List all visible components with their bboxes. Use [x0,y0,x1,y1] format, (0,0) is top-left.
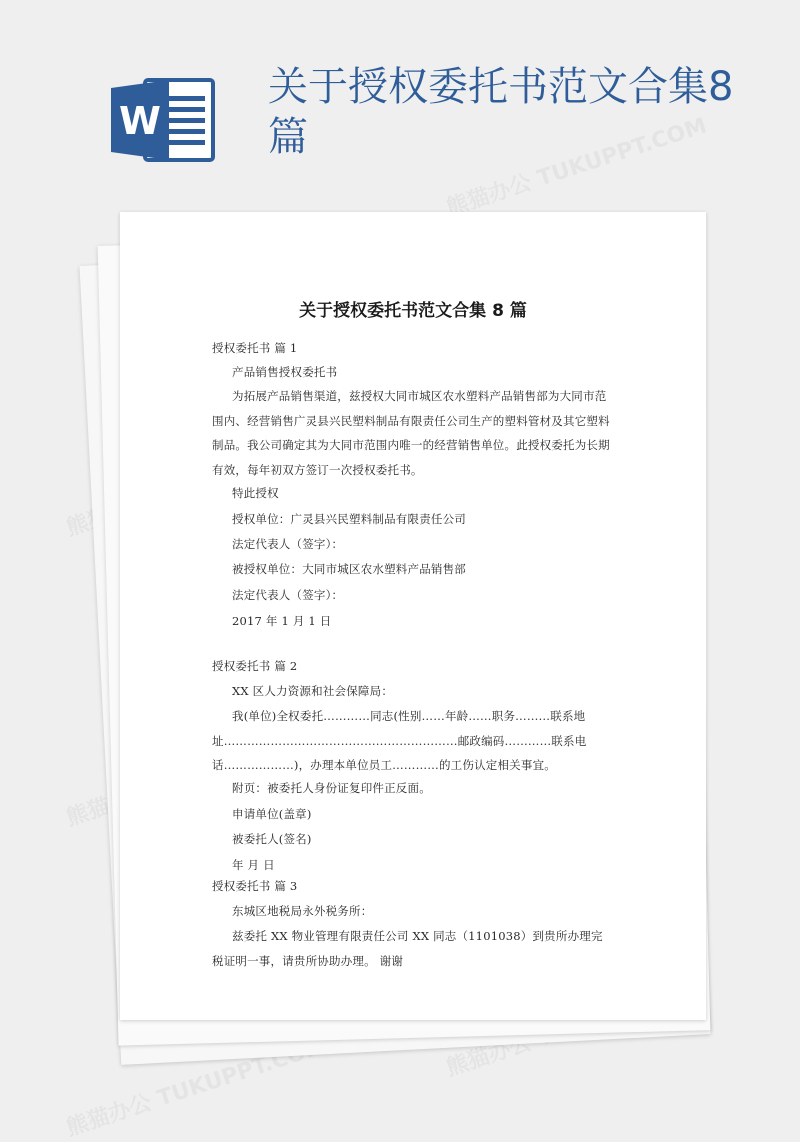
paragraph: 东城区地税局永外税务所： [232,904,373,918]
paragraph: 授权单位：广灵县兴民塑料制品有限责任公司 [232,512,466,526]
paragraph: 特此授权 [232,486,279,500]
paragraph: 产品销售授权委托书 [232,365,338,379]
document-page [120,212,706,1020]
word-document-icon [111,78,215,162]
paragraph: 为拓展产品销售渠道，兹授权大同市城区农水塑料产品销售部为大同市范围内、经营销售广灵县兴民塑料制品有限责任公司生产的塑料管材及其它塑料制品。我公司确定其为大同市范围内唯一的经营销售单位。此授权委托为长期有效，每年初双方签订一次授权委托书。 [212,389,610,477]
paragraph: 我(单位)全权委托…………同志(性别……年龄……职务………联系地址……………………………………………………邮政编码…………联系电话………………)，办理本单位员工…………的工伤认定相关事宜。 [212,709,587,772]
paragraph: 兹委托 XX 物业管理有限责任公司 XX 同志（1101038）到贵所办理完税证明一事，请贵所协助办理。 谢谢 [212,929,603,968]
document-title: 关于授权委托书范文合集 8 篇 [299,301,527,321]
paragraph: 附页：被委托人身份证复印件正反面。 [232,781,431,795]
paragraph: 被委托人(签名) [232,832,312,846]
section-heading: 授权委托书 篇 2 [212,659,298,673]
page-title: 关于授权委托书范文合集8篇 [268,64,734,160]
paragraph: 法定代表人（签字）： [232,537,344,551]
date: 2017 年 1 月 1 日 [232,614,332,628]
paragraph: XX 区人力资源和社会保障局： [232,684,394,698]
svg-text:W: W [119,99,161,143]
paragraph: 申请单位(盖章) [232,807,312,821]
section-heading: 授权委托书 篇 3 [212,879,298,893]
paragraph: 被授权单位：大同市城区农水塑料产品销售部 [232,562,466,576]
section-heading: 授权委托书 篇 1 [212,341,298,355]
paragraph: 法定代表人（签字）： [232,588,344,602]
date: 年 月 日 [232,858,275,872]
